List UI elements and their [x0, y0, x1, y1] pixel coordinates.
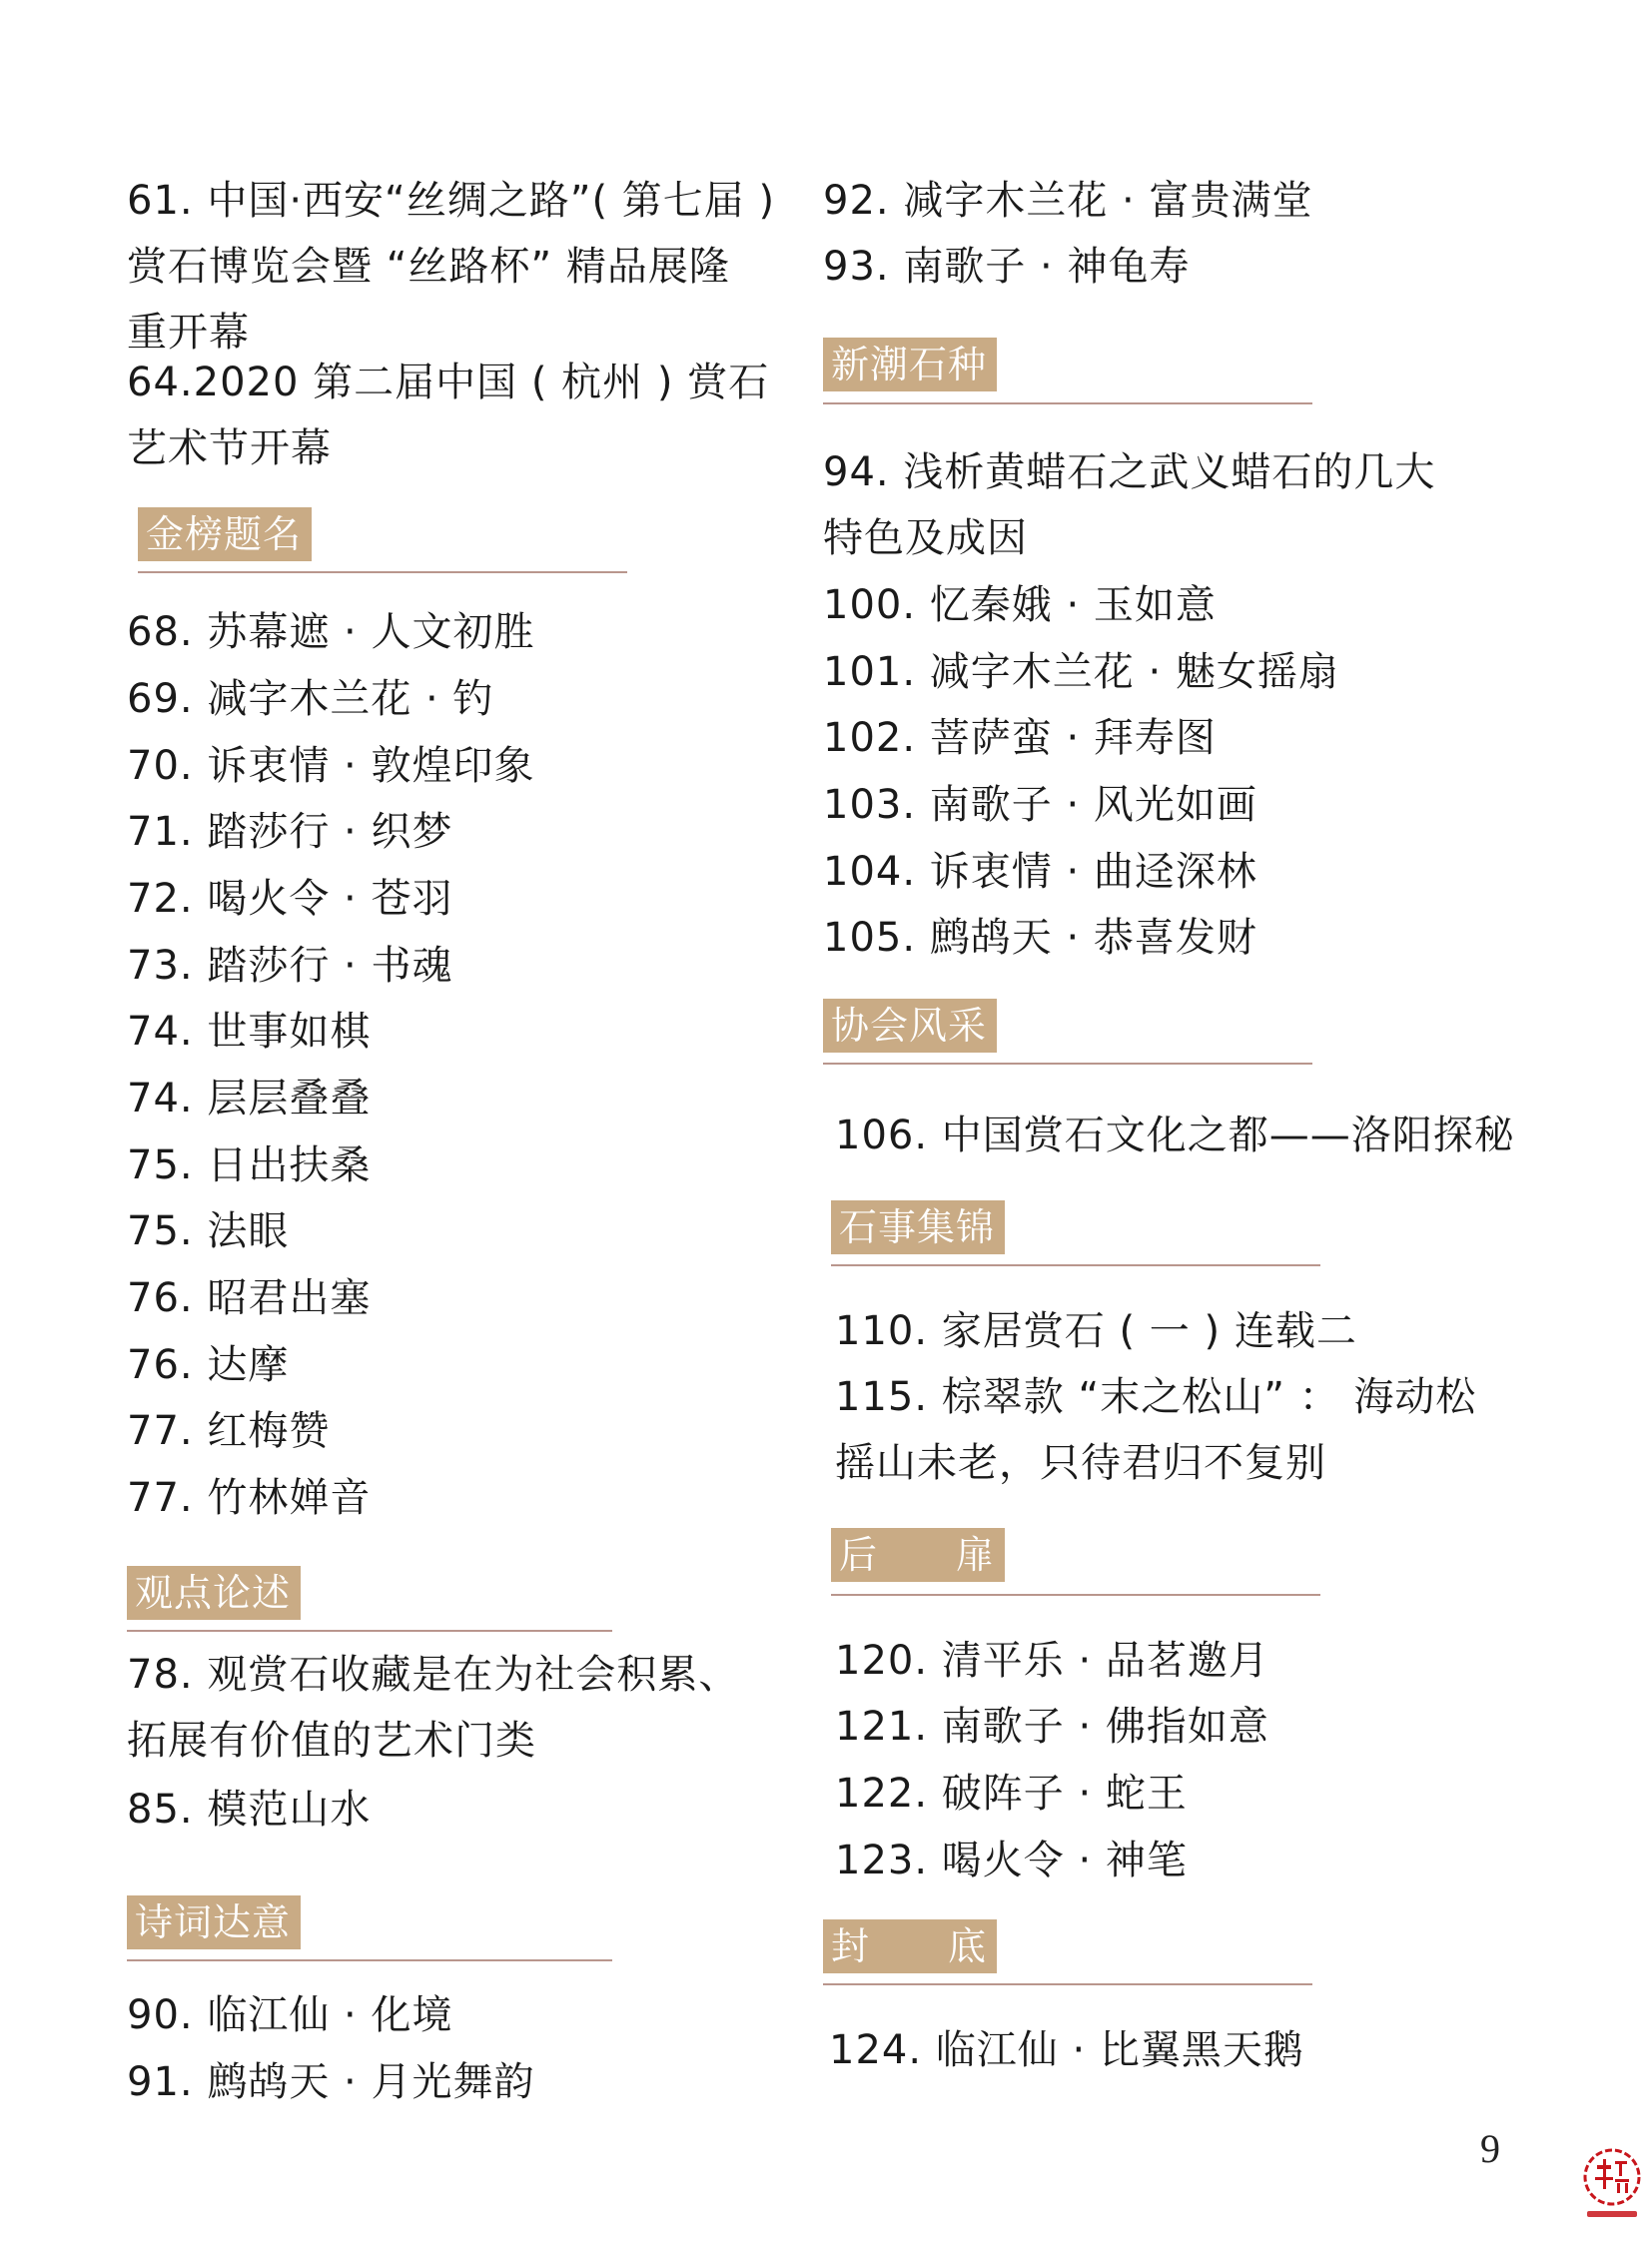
toc-entry[interactable]: 64.2020 第二届中国 ( 杭州 ) 赏石 艺术节开幕 — [127, 360, 770, 471]
toc-entry[interactable]: 101. 减字木兰花 · 魅女摇扇 — [823, 649, 1339, 695]
toc-entry[interactable]: 91. 鹧鸪天 · 月光舞韵 — [127, 2059, 535, 2105]
toc-entry[interactable]: 115. 棕翠款 “末之松山” ： 海动松 摇山未老，只待君归不复别 — [835, 1374, 1477, 1486]
toc-entry[interactable]: 75. 法眼 — [127, 1208, 290, 1254]
section-divider — [831, 1264, 1320, 1266]
toc-entry[interactable]: 122. 破阵子 · 蛇王 — [835, 1771, 1188, 1817]
toc-entry[interactable]: 121. 南歌子 · 佛指如意 — [835, 1704, 1269, 1750]
section-label: 协会风采 — [823, 999, 997, 1053]
toc-entry[interactable]: 73. 踏莎行 · 书魂 — [127, 943, 453, 989]
toc-entry[interactable]: 123. 喝火令 · 神笔 — [835, 1838, 1188, 1883]
section-label: 后 扉 — [831, 1528, 1005, 1582]
toc-entry[interactable]: 77. 红梅赞 — [127, 1408, 331, 1454]
watermark-seal-icon — [1581, 2147, 1643, 2225]
section-label: 新潮石种 — [823, 338, 997, 391]
toc-entry[interactable]: 94. 浅析黄蜡石之武义蜡石的几大 特色及成因 — [823, 449, 1436, 561]
section-label: 石事集锦 — [831, 1200, 1005, 1254]
section-divider — [823, 1983, 1312, 1985]
toc-entry[interactable]: 102. 菩萨蛮 · 拜寿图 — [823, 715, 1217, 761]
toc-entry[interactable]: 100. 忆秦娥 · 玉如意 — [823, 582, 1217, 628]
toc-entry[interactable]: 92. 减字木兰花 · 富贵满堂 — [823, 178, 1313, 224]
toc-entry[interactable]: 70. 诉衷情 · 敦煌印象 — [127, 743, 535, 789]
toc-entry[interactable]: 74. 层层叠叠 — [127, 1076, 372, 1121]
toc-entry[interactable]: 105. 鹧鸪天 · 恭喜发财 — [823, 915, 1257, 961]
toc-entry[interactable]: 90. 临江仙 · 化境 — [127, 1992, 453, 2038]
section-divider — [127, 1959, 612, 1961]
toc-entry[interactable]: 103. 南歌子 · 风光如画 — [823, 782, 1257, 828]
toc-entry[interactable]: 85. 模范山水 — [127, 1787, 372, 1833]
section-divider — [138, 571, 627, 573]
section-divider — [127, 1630, 612, 1632]
section-divider — [823, 402, 1312, 404]
toc-entry[interactable]: 76. 昭君出塞 — [127, 1275, 372, 1321]
page-number: 9 — [1480, 2126, 1500, 2171]
section-divider — [831, 1594, 1320, 1596]
toc-entry[interactable]: 76. 达摩 — [127, 1342, 290, 1388]
section-label: 观点论述 — [127, 1566, 301, 1620]
section-label: 封 底 — [823, 1919, 997, 1973]
toc-entry[interactable]: 120. 清平乐 · 品茗邀月 — [835, 1638, 1269, 1684]
toc-entry[interactable]: 69. 减字木兰花 · 钓 — [127, 676, 494, 722]
toc-entry[interactable]: 68. 苏幕遮 · 人文初胜 — [127, 609, 535, 655]
section-label: 金榜题名 — [138, 507, 312, 561]
toc-entry[interactable]: 71. 踏莎行 · 织梦 — [127, 809, 453, 855]
toc-entry[interactable]: 72. 喝火令 · 苍羽 — [127, 876, 453, 922]
toc-entry[interactable]: 93. 南歌子 · 神龟寿 — [823, 244, 1191, 290]
toc-entry[interactable]: 61. 中国·西安“丝绸之路”( 第七届 ) 赏石博览会暨 “丝路杯” 精品展隆 重开幕 — [127, 178, 776, 356]
toc-entry[interactable]: 106. 中国赏石文化之都——洛阳探秘 — [835, 1113, 1515, 1158]
toc-entry[interactable]: 75. 日出扶桑 — [127, 1142, 372, 1188]
toc-entry[interactable]: 124. 临江仙 · 比翼黑天鹅 — [829, 2027, 1304, 2073]
toc-entry[interactable]: 104. 诉衷情 · 曲迳深林 — [823, 849, 1257, 895]
toc-entry[interactable]: 110. 家居赏石 ( 一 ) 连载二 — [835, 1308, 1357, 1354]
section-divider — [823, 1063, 1312, 1065]
toc-entry[interactable]: 77. 竹林婵音 — [127, 1475, 372, 1521]
section-label: 诗词达意 — [127, 1895, 301, 1949]
toc-entry[interactable]: 78. 观赏石收藏是在为社会积累、 拓展有价值的艺术门类 — [127, 1652, 740, 1764]
toc-entry[interactable]: 74. 世事如棋 — [127, 1009, 372, 1055]
